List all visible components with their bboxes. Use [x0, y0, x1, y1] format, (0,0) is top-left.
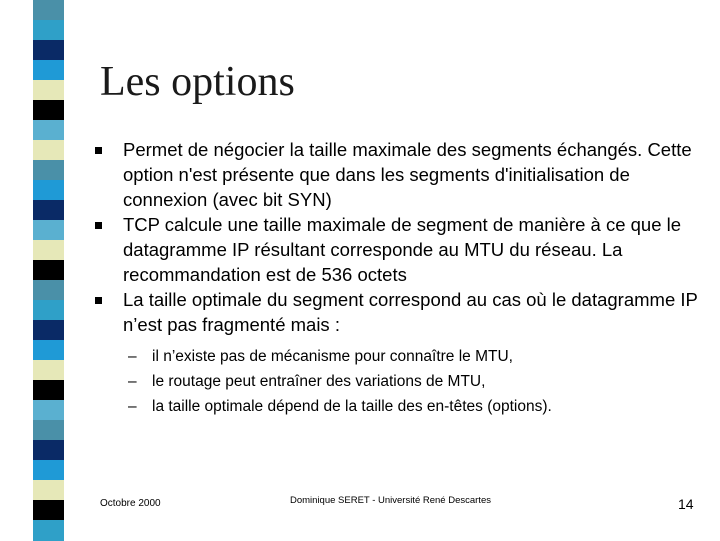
stripe-block [33, 160, 64, 181]
stripe-block [33, 260, 64, 281]
decorative-color-stripe [33, 0, 64, 540]
stripe-block [33, 0, 64, 21]
bullet-item [92, 137, 702, 212]
stripe-block [33, 320, 64, 341]
sub-bullet-text: la taille optimale dépend de la taille des en-têtes (options). [152, 398, 552, 415]
bullet-text: TCP calcule une taille maximale de segment de manière à ce que le datagramme IP résultant corresponde au MTU du réseau. La recommandation est de 536 octets [123, 214, 682, 285]
stripe-block [33, 100, 64, 121]
sub-bullet-text: le routage peut entraîner des variations de MTU, [152, 373, 486, 390]
stripe-block [33, 140, 64, 161]
page-number: 14 [678, 496, 694, 512]
bullet-item [92, 212, 702, 287]
stripe-block [33, 380, 64, 401]
bullet-item [92, 287, 702, 337]
bullet-text: La taille optimale du segment correspond au cas où le datagramme IP n’est pas fragmenté mais : [123, 289, 698, 335]
stripe-block [33, 280, 64, 301]
stripe-block [33, 460, 64, 481]
stripe-block [33, 240, 64, 261]
stripe-block [33, 400, 64, 421]
stripe-block [33, 420, 64, 441]
stripe-block [33, 40, 64, 61]
stripe-block [33, 60, 64, 81]
sub-bullet-item [128, 369, 688, 394]
stripe-block [33, 500, 64, 521]
stripe-block [33, 20, 64, 41]
footer-author: Dominique SERET - Université René Descartes [290, 495, 491, 506]
sub-bullet-list [128, 344, 688, 419]
bullet-text: Permet de négocier la taille maximale des segments échangés. Cette option n'est présente que dans les segments d'initialisation de connexion (avec bit SYN) [123, 139, 692, 210]
stripe-block [33, 360, 64, 381]
square-bullet-icon [95, 147, 102, 154]
dash-marker: – [128, 373, 137, 390]
dash-marker: – [128, 398, 137, 415]
stripe-block [33, 180, 64, 201]
slide-title: Les options [100, 59, 295, 105]
square-bullet-icon [95, 297, 102, 304]
sub-bullet-text: il n’existe pas de mécanisme pour connaître le MTU, [152, 348, 513, 365]
square-bullet-icon [95, 222, 102, 229]
stripe-block [33, 120, 64, 141]
stripe-block [33, 80, 64, 101]
stripe-block [33, 480, 64, 501]
stripe-block [33, 520, 64, 541]
stripe-block [33, 440, 64, 461]
footer-date: Octobre 2000 [100, 498, 161, 509]
bullet-list [92, 137, 702, 337]
sub-bullet-item [128, 394, 688, 419]
stripe-block [33, 220, 64, 241]
dash-marker: – [128, 348, 137, 365]
stripe-block [33, 340, 64, 361]
stripe-block [33, 300, 64, 321]
stripe-block [33, 200, 64, 221]
sub-bullet-item [128, 344, 688, 369]
